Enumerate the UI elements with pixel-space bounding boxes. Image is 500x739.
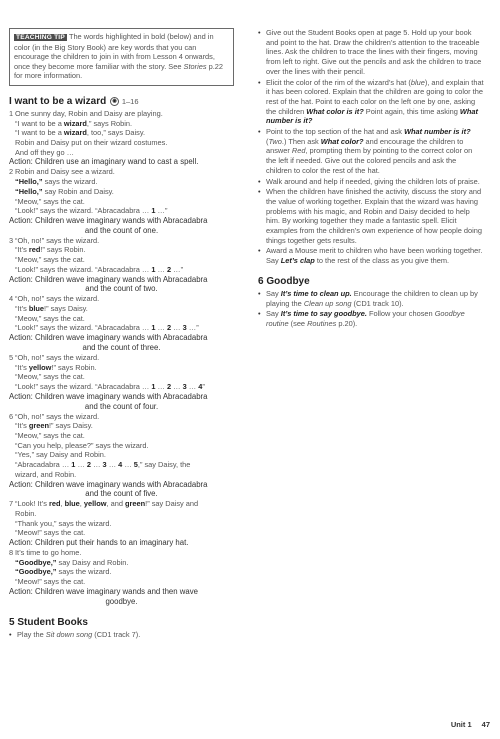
action-7: Action: Children put their hands to an imaginary hat. [9,538,189,548]
teaching-tip-label: TEACHING TIP [16,34,65,41]
story-part-1: 1 One sunny day, Robin and Daisy are playing. “I want to be a wizard,” says Robin. “I want to be a wizard, too,” says Daisy. Robin and Daisy put on their wizard costumes. And off they go … [9,108,168,157]
teaching-tip-box: TEACHING TIP The words highlighted in bold (below) and in color (in the Big Story Book) are key words that you can encourage the children to join in with from Lesson 4 onwards, once they become more familiar with the story. See Stories p.22 for more information. [9,28,234,86]
right-column [258,28,484,330]
unit-label: Unit 1 [450,720,472,729]
story-part-3: 3 “Oh, no!” says the wizard. “It’s red!” says Robin. “Meow,” says the cat. “Look!” says the wizard. “Abracadabra … 1 … 2 …” [9,235,184,274]
story-part-6: 6 “Oh, no!” says the wizard. “It’s green!” says Daisy. “Meow,” says the cat. “Can you help, please?” says the wizard. “Yes,” say Daisy and Robin. “Abracadabra … 1 … 2 … 3 … 4 … 5,” say Daisy, the wizard, and Robin. [9,411,191,479]
story-part-8: 8 It’s time to go home. “Goodbye,” say Daisy and Robin. “Goodbye,” says the wizard. “Meow!” says the cat. [9,548,129,587]
left-column: TEACHING TIP The words highlighted in bold (below) and in color (in the Big Story Book) are key words that you can encourage the children to join in with from Lesson 4 onwards, once they become more familiar with the story. See Stories p.22 for more information. I want to be a wizard ◉ 1–16 1 One sunny day, Robin and Daisy are playing. “I want to be a wizard,” says Robin. “I want to be a wizard, too,” says Daisy. Robin and Daisy put on their wizard costumes. And off they go … Action: Children use an imaginary wand to cast a spell. 2 Robin and Daisy see a wizard. “Hello,” says the wizard. “Hello,” say Robin and Daisy. “Meow,” says the cat. “Look!” says the wizard. “Abracadabra … 1 …” Action: Children wave imaginary wands with Abracadabra and the count of one. 3 “Oh, no!” says the wizard. “It’s red!” says Robin. “Meow,” says the cat. “Look!” says the wizard. “Abracadabra … 1 … 2 …” Action: Children wave imaginary wands with Abracadabra and the count of two. 4 “Oh, no!” says the wizard. “It’s blue!” says Daisy. “Meow,” says the cat. “Look!” says the wizard. “Abracadabra … 1 … 2 … 3 …” Action: Children wave imaginary wands with Abracadabra and the count of three. 5 “Oh, no!” says the wizard. “It’s yellow!” says Robin. “Meow,” says the cat. “Look!” says the wizard. “Abracadabra … 1 … 2 … 3 … 4” Action: Children wave imaginary wands with Abracadabra and the count of four. 6 “Oh, no!” says the wizard. “It’s green!” says Daisy. “Meow,” says the cat. “Can you help, please?” says the wizard. “Yes,” say Daisy and Robin. “Abracadabra … 1 … 2 … 3 … 4 … 5,” say Daisy, the wizard, and Robin. Action: Children wave imaginary wands with Abracadabra and the count of five. 7 “Look! It’s red, blue, yellow, and green!” say Daisy and Robin. “Thank you,” says the wizard. “Meow!” says the cat. Action: Children put their hands to an imaginary hat. 8 It’s time to go home. “Goodbye,” say Daisy and Robin. “Goodbye,” says the wizard. “Meow!” says the cat. Action: Children wave imaginary wands and then wave goodbye. 5 Student Books • Play the Sit down song (CD1 track 7). [9,28,234,640]
action-5: Action: Children wave imaginary wands with Abracadabra [9,391,208,401]
story-part-2: 2 Robin and Daisy see a wizard. “Hello,” says the wizard. “Hello,” say Robin and Daisy. “Meow,” says the cat. “Look!” says the wizard. “Abracadabra … 1 …” [9,167,168,216]
action-4: Action: Children wave imaginary wands with Abracadabra [9,333,208,343]
page-footer [441,720,490,729]
section-6-heading: 6 Goodbye [258,275,310,287]
right-bullet-1: • Give out the Student Books open at page 5. Hold up your book and point to the hat. Draw the children’s attention to the traceable lines. Ask the children to trace the lines with their fingers, moving from left to right. Give out the pencils and ask the children to trace over the lines with their pencil. [258,28,484,77]
section-6-bullet-2: • Say It’s time to say goodbye. Follow your chosen Goodbye routine (see Routines p.20). [258,309,484,328]
action-8: Action: Children wave imaginary wands and then wave [9,586,198,596]
right-bullet-5: • When the children have finished the activity, discuss the story and the value of working together. Explain that the wizard was having problems with his magic, and Robin and Daisy decided to help him. By working together they made a fantastic spell. Elicit examples from the children’s own experience of how people doing things together gets results. [258,187,484,245]
cd-icon: ◉ [110,97,119,106]
section-5-heading: 5 Student Books [9,616,88,628]
teaching-tip-link: Stories [183,61,207,71]
teaching-tip-text: The words highlighted in bold (below) and in color (in the Big Story Book) are key words that you can encourage the children to join in with from Lesson 4 onwards, once they become more familiar with the story. See [14,32,215,71]
action-6: Action: Children wave imaginary wands with Abracadabra [9,479,208,489]
right-bullet-2: • Elicit the color of the rim of the wizard’s hat (blue), and explain that it has been colored. Explain that the children are going to color the rest of the hat. Point to each color on the left one by one, asking the children What color is it? Point again, this time asking What number is it? [258,78,484,127]
right-bullet-6: • Award a Mouse merit to children who have been working together. Say Let’s clap to the rest of the class as you give them. [258,246,484,265]
action-3: Action: Children wave imaginary wands with Abracadabra [9,274,208,284]
story-part-5: 5 “Oh, no!” says the wizard. “It’s yellow!” says Robin. “Meow,” says the cat. “Look!” says the wizard. “Abracadabra … 1 … 2 … 3 … 4” [9,352,205,392]
story-part-4: 4 “Oh, no!” says the wizard. “It’s blue!” says Daisy. “Meow,” says the cat. “Look!” says the wizard. “Abracadabra … 1 … 2 … 3 …” [9,294,199,333]
page-number: 47 [481,720,490,729]
section-6-bullet-1: • Say It’s time to clean up. Encourage the children to clean up by playing the Clean up song (CD1 track 10). [258,289,484,308]
track-number: 1–16 [121,96,139,106]
right-bullet-4: • Walk around and help if needed, giving the children lots of praise. [258,177,484,187]
action-1: Action: Children use an imaginary wand to cast a spell. [9,157,199,167]
right-bullet-3: • Point to the top section of the hat and ask What number is it? (Two.) Then ask What color? and encourage the children to answer Red, prompting them by pointing to the correct color on the left if needed. Give out the colored pencils and ask the children to color the rest of the hat. [258,127,484,176]
section-5-bullet: • Play the Sit down song (CD1 track 7). [9,630,234,640]
story-heading: I want to be a wizard ◉ 1–16 [9,95,139,107]
action-2: Action: Children wave imaginary wands with Abracadabra [9,215,208,225]
story-part-7: 7 “Look! It’s red, blue, yellow, and green!” say Daisy and Robin. “Thank you,” says the wizard. “Meow!” says the cat. [9,499,199,538]
